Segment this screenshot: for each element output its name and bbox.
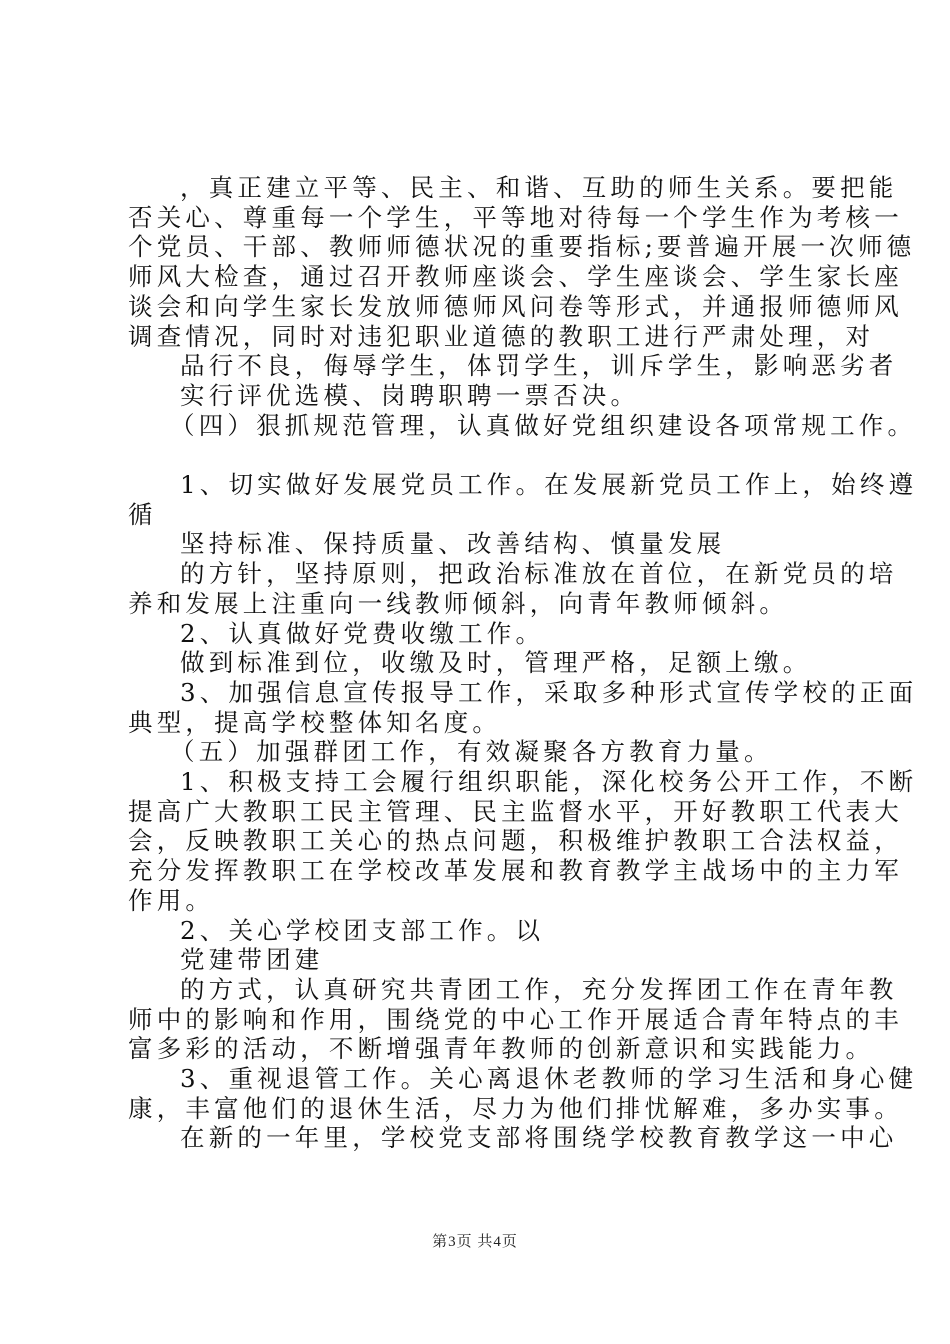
text-line: 坚持标准、保持质量、改善结构、慎量发展 <box>180 529 726 558</box>
text-line: 实行评优选模、岗聘职聘一票否决。 <box>180 381 640 410</box>
text-line: 会，反映教职工关心的热点问题，积极维护教职工合法权益， <box>128 826 903 855</box>
text-line: 养和发展上注重向一线教师倾斜，向青年教师倾斜。 <box>128 589 789 618</box>
text-line: 个党员、干部、教师师德状况的重要指标;要普遍开展一次师德 <box>128 232 916 261</box>
text-line: 1、积极支持工会履行组织职能，深化校务公开工作，不断 <box>180 767 918 796</box>
text-line: 的方式，认真研究共青团工作，充分发挥团工作在青年教 <box>180 975 898 1004</box>
text-line: 师风大检查，通过召开教师座谈会、学生座谈会、学生家长座 <box>128 262 903 291</box>
text-line: 3、加强信息宣传报导工作，采取多种形式宣传学校的正面 <box>180 678 918 707</box>
text-line: 提高广大教职工民主管理、民主监督水平，开好教职工代表大 <box>128 797 903 826</box>
text-line: 康，丰富他们的退休生活，尽力为他们排忧解难，多办实事。 <box>128 1094 903 1123</box>
text-line: 1、切实做好发展党员工作。在发展新党员工作上，始终遵 <box>180 470 918 499</box>
text-line: 作用。 <box>128 886 215 915</box>
text-line: 否关心、尊重每一个学生，平等地对待每一个学生作为考核一 <box>128 203 903 232</box>
text-line: 典型，提高学校整体知名度。 <box>128 708 502 737</box>
text-line: 做到标准到位，收缴及时，管理严格，足额上缴。 <box>180 648 812 677</box>
text-line: 2、关心学校团支部工作。以 <box>180 916 545 945</box>
text-line: 富多彩的活动，不断增强青年教师的创新意识和实践能力。 <box>128 1034 875 1063</box>
section-heading: （四）狠抓规范管理，认真做好党组织建设各项常规工作。 <box>170 411 917 440</box>
text-line: 谈会和向学生家长发放师德师风问卷等形式，并通报师德师风 <box>128 292 903 321</box>
text-line: 品行不良，侮辱学生，体罚学生，训斥学生，影响恶劣者 <box>180 351 898 380</box>
text-line: 充分发挥教职工在学校改革发展和教育教学主战场中的主力军 <box>128 856 903 885</box>
page-number-footer: 第3页 共4页 <box>432 1234 518 1250</box>
text-line: 2、认真做好党费收缴工作。 <box>180 619 545 648</box>
text-line: 师中的影响和作用，围绕党的中心工作开展适合青年特点的丰 <box>128 1005 903 1034</box>
text-line: 的方针，坚持原则，把政治标准放在首位，在新党员的培 <box>180 559 898 588</box>
text-line: 党建带团建 <box>180 945 324 974</box>
text-line: 循 <box>128 500 157 529</box>
text-line: ，真正建立平等、民主、和谐、互助的师生关系。要把能 <box>180 173 898 202</box>
text-line: 在新的一年里，学校党支部将围绕学校教育教学这一中心 <box>180 1123 898 1152</box>
text-line: 调查情况，同时对违犯职业道德的教职工进行严肃处理，对 <box>128 322 875 351</box>
text-line: 3、重视退管工作。关心离退休老教师的学习生活和身心健 <box>180 1064 918 1093</box>
section-heading: （五）加强群团工作，有效凝聚各方教育力量。 <box>170 737 773 766</box>
